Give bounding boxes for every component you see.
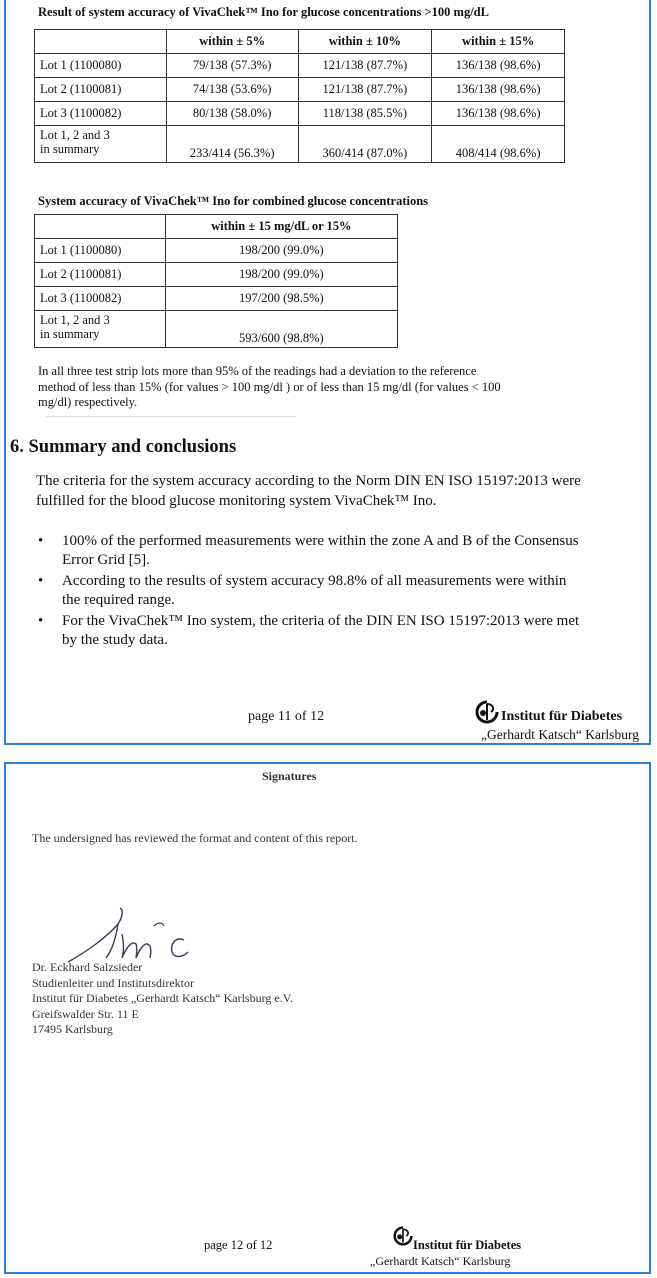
institute-location: „Gerhardt Katsch“ Karlsburg xyxy=(481,727,639,742)
report-page-12 xyxy=(4,762,651,1274)
summary-row xyxy=(35,126,565,163)
accuracy-table-over-100 xyxy=(34,29,565,163)
signer-block xyxy=(32,960,293,1038)
row-label: Lot 1 (1100080) xyxy=(35,239,166,263)
institute-logo-icon xyxy=(473,700,501,724)
table-cell: 198/200 (99.0%) xyxy=(165,239,397,263)
page-number: page 11 of 12 xyxy=(248,709,325,724)
signer-institute: Institut für Diabetes „Gerhardt Katsch“ Karlsburg e.V. xyxy=(32,991,293,1005)
review-statement: The undersigned has reviewed the format and content of this report. xyxy=(32,831,358,845)
column-header: within ± 15% xyxy=(432,30,565,54)
table-cell: 136/138 (98.6%) xyxy=(432,78,565,102)
table-header-row xyxy=(35,215,398,239)
table-cell: 197/200 (98.5%) xyxy=(165,287,397,311)
accuracy-table-combined xyxy=(34,214,398,348)
table-cell: 118/138 (85.5%) xyxy=(298,102,432,126)
row-label: Lot 1, 2 and 3 in summary xyxy=(35,126,167,163)
row-label: Lot 2 (1100081) xyxy=(35,263,166,287)
list-item: • According to the results of system accuracy 98.8% of all measurements were within the required range. xyxy=(36,572,646,610)
table-row xyxy=(35,102,565,126)
page-number: page 12 of 12 xyxy=(204,1238,273,1252)
summary-row xyxy=(35,311,398,348)
institute-location: „Gerhardt Katsch“ Karlsburg xyxy=(370,1254,511,1268)
list-item: • For the VivaChek™ Ino system, the criteria of the DIN EN ISO 15197:2013 were met by the study data. xyxy=(36,612,646,650)
row-label: Lot 3 (1100082) xyxy=(35,287,166,311)
list-item: • 100% of the performed measurements were within the zone A and B of the Consensus Error Grid [5]. xyxy=(36,532,646,570)
table-row xyxy=(35,263,398,287)
row-label: Lot 3 (1100082) xyxy=(35,102,167,126)
table-cell: 80/138 (58.0%) xyxy=(166,102,298,126)
table1-caption: Result of system accuracy of VivaChek™ Ino for glucose concentrations >100 mg/dL xyxy=(38,5,489,19)
table-cell: 360/414 (87.0%) xyxy=(298,126,432,163)
handwritten-signature xyxy=(66,904,206,966)
signer-title: Studienleiter und Institutsdirektor xyxy=(32,975,194,990)
row-label: Lot 1, 2 and 3 in summary xyxy=(35,311,166,348)
table-row xyxy=(35,54,565,78)
column-header: within ± 5% xyxy=(166,30,298,54)
table-cell: 198/200 (99.0%) xyxy=(165,263,397,287)
table2-caption: System accuracy of VivaChek™ Ino for combined glucose concentrations xyxy=(38,194,429,208)
institute-name: Institut für Diabetes xyxy=(501,709,623,724)
table-cell: 79/138 (57.3%) xyxy=(166,54,298,78)
section-heading: 6. Summary and conclusions xyxy=(10,437,237,457)
table-cell: 74/138 (53.6%) xyxy=(166,78,298,102)
institute-name: Institut für Diabetes xyxy=(413,1238,522,1252)
table-cell: 136/138 (98.6%) xyxy=(432,54,565,78)
signer-name: Dr. Eckhard Salzsieder xyxy=(32,960,143,974)
table-cell: 121/138 (87.7%) xyxy=(298,78,432,102)
row-label: Lot 2 (1100081) xyxy=(35,78,167,102)
row-label: Lot 1 (1100080) xyxy=(35,54,167,78)
institute-logo-icon xyxy=(391,1226,415,1246)
table-row xyxy=(35,78,565,102)
table-row xyxy=(35,239,398,263)
divider xyxy=(46,416,296,417)
table-header-row xyxy=(35,30,565,54)
accuracy-note: In all three test strip lots more than 95% of the readings had a deviation to the reference method of less than 15% (for values > 100 mg/dl ) or of less than 15 mg/dl (for values < 100 mg/dl) respectively. xyxy=(38,364,501,409)
column-header: within ± 10% xyxy=(298,30,432,54)
table-cell: 121/138 (87.7%) xyxy=(298,54,432,78)
signer-street: Greifswalder Str. 11 E xyxy=(32,1006,139,1021)
column-header: within ± 15 mg/dL or 15% xyxy=(165,215,397,239)
table-row xyxy=(35,287,398,311)
report-page-11 xyxy=(4,0,651,745)
signer-city: 17495 Karlsburg xyxy=(32,1022,113,1036)
table-cell: 408/414 (98.6%) xyxy=(432,126,565,163)
table-cell: 136/138 (98.6%) xyxy=(432,102,565,126)
table-cell: 593/600 (98.8%) xyxy=(165,311,397,348)
signatures-title: Signatures xyxy=(262,769,317,783)
table-cell: 233/414 (56.3%) xyxy=(166,126,298,163)
summary-intro: The criteria for the system accuracy according to the Norm DIN EN ISO 15197:2013 were fulfilled for the blood glucose monitoring system VivaChek™ Ino. xyxy=(36,473,581,509)
conclusion-list xyxy=(36,532,646,652)
